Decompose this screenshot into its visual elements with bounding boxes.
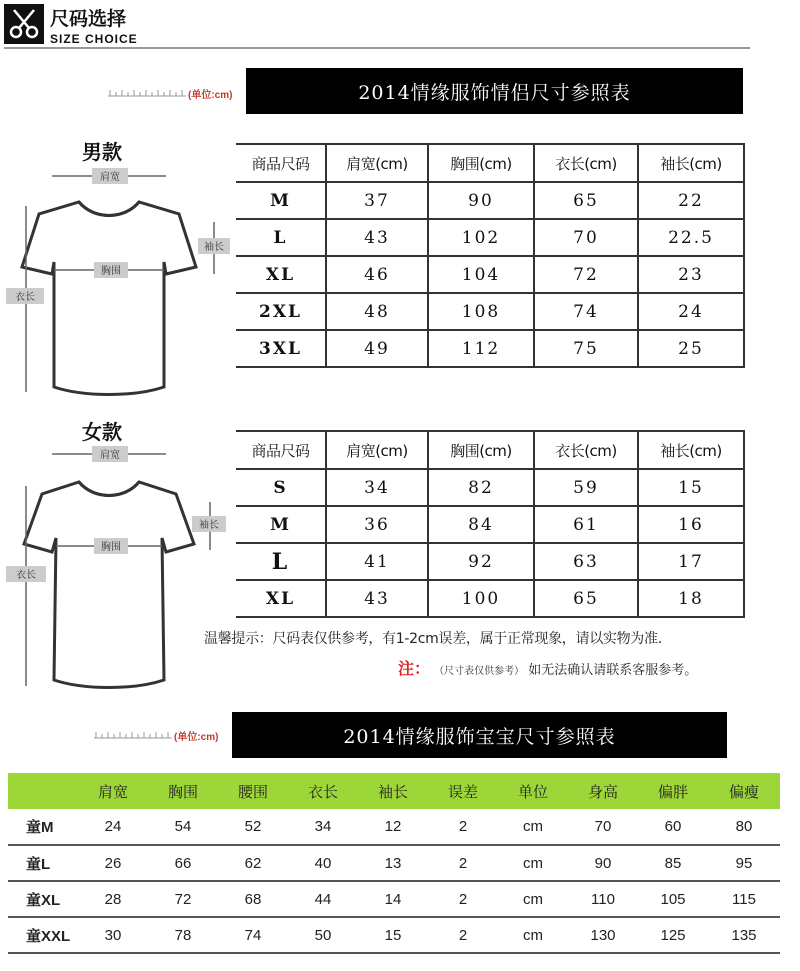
table-row [236,506,744,543]
size-cell: 童XL [8,881,78,917]
size-cell: XL [236,580,326,617]
value-cell: 50 [288,917,358,953]
value-cell: 100 [428,580,534,617]
note-small: （尺寸表仅供参考） [434,666,525,677]
size-cell: S [236,469,326,506]
value-cell: 43 [326,580,428,617]
tip-text: 温馨提示：尺码表仅供参考，有1-2cm误差，属于正常现象，请以实物为准. [204,631,662,647]
value-cell: 90 [428,182,534,219]
men-sleeve-text: 袖长 [204,242,224,253]
note-line [398,656,697,679]
women-shoulder-text: 肩宽 [100,450,120,461]
note-prefix: 注： [398,659,431,678]
value-cell: 63 [534,543,638,580]
ruler-icon [108,86,186,98]
value-cell: 17 [638,543,744,580]
header-cell: 商品尺码 [236,144,326,182]
table-row [8,809,780,845]
value-cell: 18 [638,580,744,617]
value-cell: 95 [708,845,780,881]
value-cell: 102 [428,219,534,256]
value-cell: 130 [568,917,638,953]
value-cell: 72 [534,256,638,293]
header-cell: 肩宽(cm) [326,431,428,469]
value-cell: 90 [568,845,638,881]
women-chest-text: 胸围 [101,542,121,553]
header-cell: 衣长 [288,773,358,809]
value-cell: 41 [326,543,428,580]
header-cell: 袖长(cm) [638,144,744,182]
table-row [236,580,744,617]
value-cell: cm [498,845,568,881]
value-cell: 2 [428,881,498,917]
header-cell: 衣长(cm) [534,144,638,182]
size-cell: XL [236,256,326,293]
value-cell: 28 [78,881,148,917]
women-shirt-diagram [4,442,230,692]
adult-chart-title: 2014情缘服饰情侣尺寸参照表 [246,68,743,114]
size-cell: 3XL [236,330,326,367]
value-cell: 2 [428,845,498,881]
header-divider [4,47,750,49]
scissors-icon [4,4,44,44]
value-cell: 108 [428,293,534,330]
value-cell: 110 [568,881,638,917]
value-cell: 22.5 [638,219,744,256]
value-cell: 65 [534,580,638,617]
ruler-icon [94,728,172,740]
value-cell: 26 [78,845,148,881]
header-cell: 胸围(cm) [428,144,534,182]
value-cell: 52 [218,809,288,845]
value-cell: 34 [288,809,358,845]
header-cell: 腰围 [218,773,288,809]
value-cell: 24 [78,809,148,845]
value-cell: 84 [428,506,534,543]
value-cell: 82 [428,469,534,506]
value-cell: 15 [638,469,744,506]
women-length-text: 衣长 [16,570,36,581]
table-row [236,293,744,330]
value-cell: 70 [568,809,638,845]
value-cell: 74 [534,293,638,330]
value-cell: 104 [428,256,534,293]
value-cell: 2 [428,917,498,953]
value-cell: 54 [148,809,218,845]
men-label: 男款 [82,140,122,164]
men-length-text: 衣长 [15,292,35,303]
header-cell: 身高 [568,773,638,809]
size-cell: L [236,543,326,580]
header-cell: 袖长 [358,773,428,809]
value-cell: 44 [288,881,358,917]
header-cell: 单位 [498,773,568,809]
value-cell: 48 [326,293,428,330]
size-cell: 童L [8,845,78,881]
size-cell: 2XL [236,293,326,330]
value-cell: 65 [534,182,638,219]
table-row [8,917,780,953]
table-row [8,845,780,881]
men-shirt-diagram [4,162,230,400]
value-cell: 85 [638,845,708,881]
header-cell: 衣长(cm) [534,431,638,469]
value-cell: 12 [358,809,428,845]
header-cell: 误差 [428,773,498,809]
value-cell: 25 [638,330,744,367]
value-cell: 46 [326,256,428,293]
value-cell: cm [498,881,568,917]
value-cell: 62 [218,845,288,881]
men-chest-text: 胸围 [101,266,121,277]
value-cell: 59 [534,469,638,506]
value-cell: 15 [358,917,428,953]
value-cell: 74 [218,917,288,953]
value-cell: 70 [534,219,638,256]
table-row [8,881,780,917]
header-cell: 偏瘦 [708,773,780,809]
women-label: 女款 [82,420,122,444]
value-cell: 14 [358,881,428,917]
value-cell: 80 [708,809,780,845]
size-cell: 童XXL [8,917,78,953]
header-cell: 肩宽 [78,773,148,809]
value-cell: cm [498,809,568,845]
header-cell: 偏胖 [638,773,708,809]
size-cell: M [236,182,326,219]
value-cell: 92 [428,543,534,580]
value-cell: 16 [638,506,744,543]
table-row [236,182,744,219]
value-cell: 36 [326,506,428,543]
value-cell: 43 [326,219,428,256]
value-cell: 66 [148,845,218,881]
value-cell: 49 [326,330,428,367]
kids-table-header [8,773,780,809]
value-cell: 22 [638,182,744,219]
header-subtitle: SIZE CHOICE [50,32,138,46]
header-cell [8,773,78,809]
kids-chart-title: 2014情缘服饰宝宝尺寸参照表 [232,712,727,758]
value-cell: 34 [326,469,428,506]
value-cell: 68 [218,881,288,917]
header-title: 尺码选择 [50,8,127,30]
women-table-header [236,431,744,469]
kids-size-table [8,773,780,954]
value-cell: 115 [708,881,780,917]
men-size-table [236,143,745,368]
value-cell: 78 [148,917,218,953]
value-cell: 105 [638,881,708,917]
unit-label: (单位:cm) [174,732,219,743]
table-row [236,330,744,367]
men-table-header [236,144,744,182]
value-cell: 30 [78,917,148,953]
value-cell: 75 [534,330,638,367]
header-cell: 袖长(cm) [638,431,744,469]
size-cell: 童M [8,809,78,845]
value-cell: 112 [428,330,534,367]
header-cell: 肩宽(cm) [326,144,428,182]
table-row [236,469,744,506]
table-row [236,256,744,293]
value-cell: 135 [708,917,780,953]
value-cell: 40 [288,845,358,881]
women-size-table [236,430,745,618]
value-cell: 61 [534,506,638,543]
value-cell: 23 [638,256,744,293]
women-sleeve-text: 袖长 [199,520,219,531]
value-cell: 72 [148,881,218,917]
size-cell: M [236,506,326,543]
value-cell: cm [498,917,568,953]
table-row [236,543,744,580]
header-cell: 胸围(cm) [428,431,534,469]
men-shoulder-text: 肩宽 [100,172,120,183]
value-cell: 2 [428,809,498,845]
size-cell: L [236,219,326,256]
header-cell: 胸围 [148,773,218,809]
value-cell: 24 [638,293,744,330]
table-row [236,219,744,256]
value-cell: 37 [326,182,428,219]
value-cell: 125 [638,917,708,953]
value-cell: 13 [358,845,428,881]
value-cell: 60 [638,809,708,845]
unit-label: (单位:cm) [188,90,233,101]
header-cell: 商品尺码 [236,431,326,469]
note-rest: 如无法确认请联系客服参考。 [528,663,698,678]
